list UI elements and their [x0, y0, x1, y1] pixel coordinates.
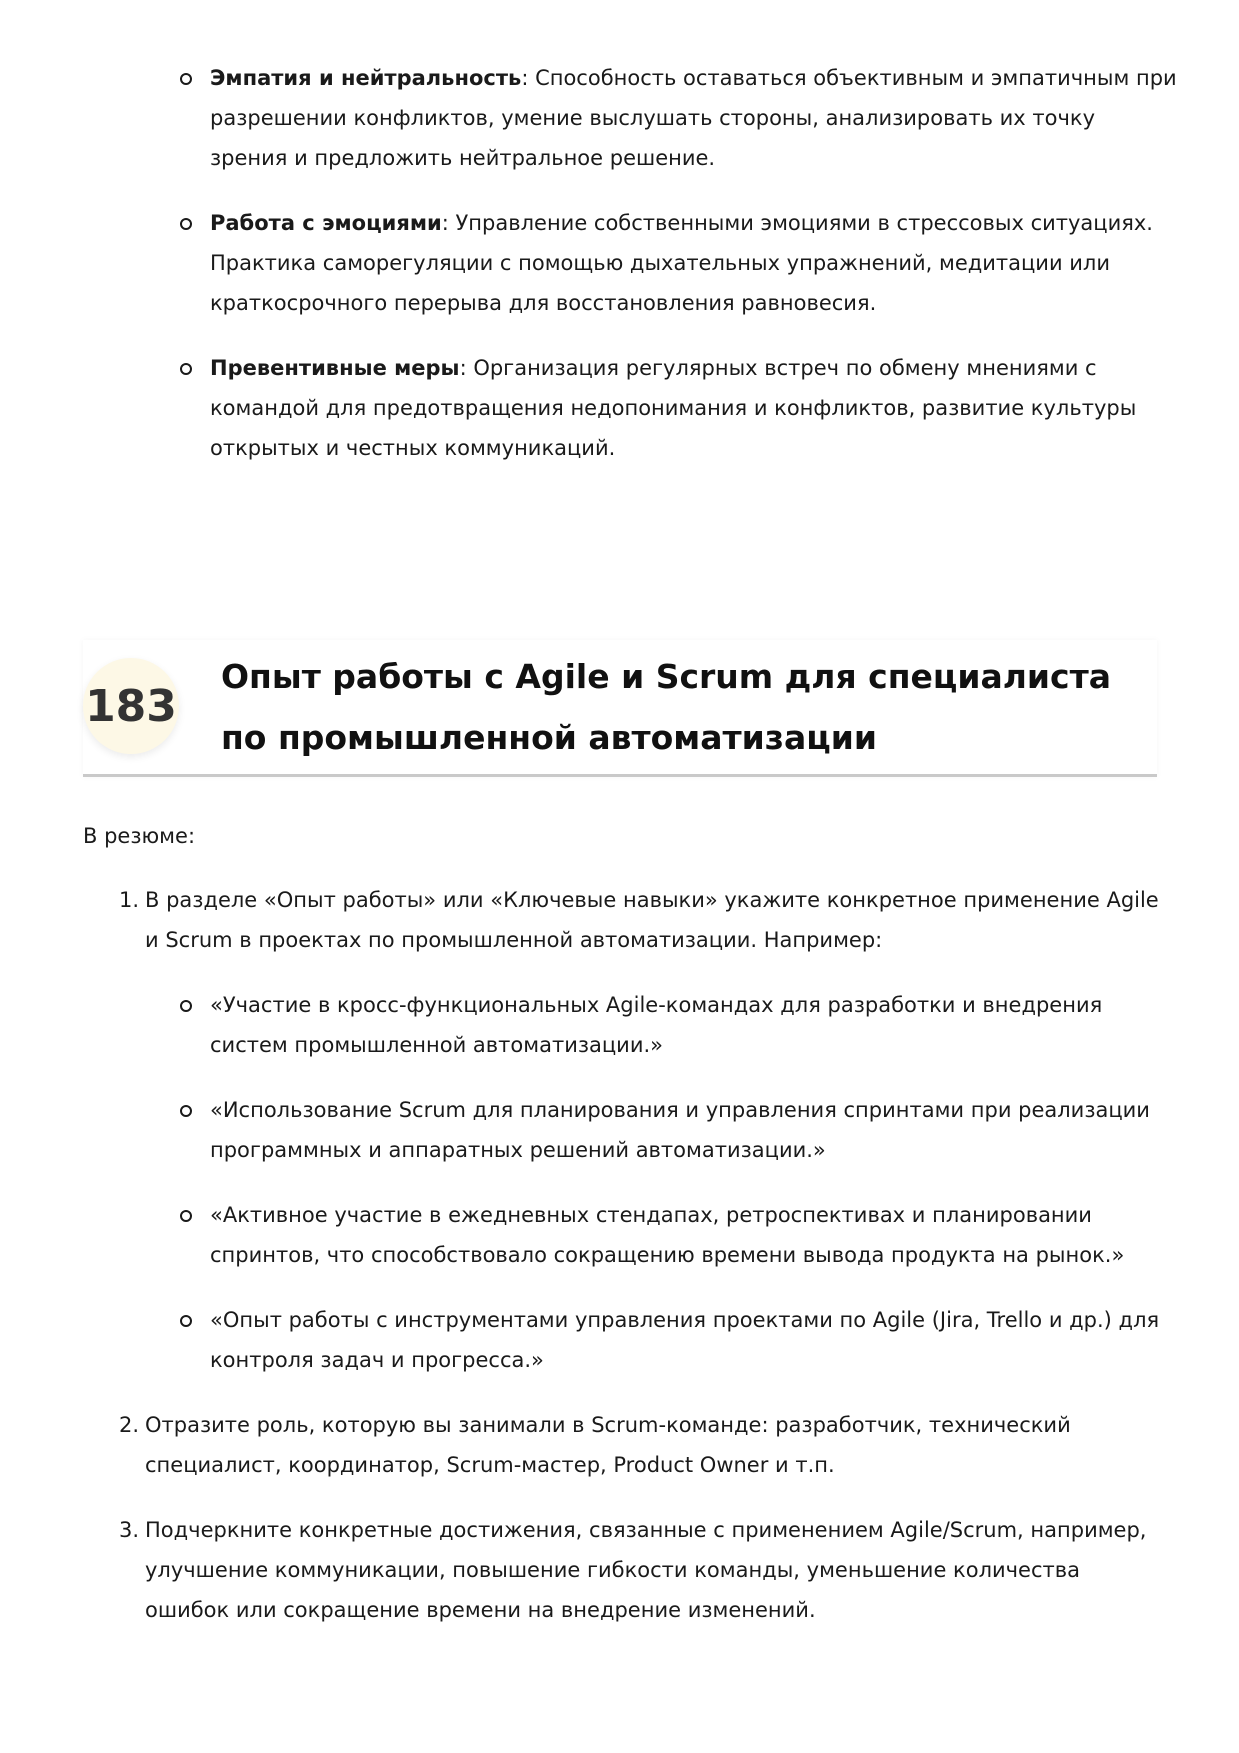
section-number-badge: 183 — [83, 658, 179, 754]
example-text: «Использование Scrum для планирования и управления спринтами при реализации программных и аппаратных решений автоматизации.» — [210, 1098, 1150, 1162]
section-header — [83, 640, 1157, 777]
hollow-circle-bullet-icon — [180, 1000, 192, 1012]
list-item — [178, 348, 1178, 468]
hollow-circle-bullet-icon — [180, 1210, 192, 1222]
list-item-term: Эмпатия и нейтральность — [210, 66, 522, 90]
hollow-circle-bullet-icon — [180, 73, 192, 85]
example-item — [178, 985, 1163, 1065]
list-item — [178, 203, 1178, 323]
list-item-text: : Способность оставаться объективным и эмпатичным при разрешении конфликтов, умение выслушать стороны, анализировать их точку зрения и предложить нейтральное решение. — [210, 66, 1177, 170]
example-list — [145, 985, 1163, 1380]
step-number: 2. — [119, 1413, 140, 1437]
top-bullet-list — [178, 58, 1178, 493]
step-text: В разделе «Опыт работы» или «Ключевые навыки» укажите конкретное применение Agile и Scrum в проектах по промышленной автоматизации. Например: — [145, 888, 1159, 952]
step-number: 1. — [119, 888, 140, 912]
numbered-step — [83, 1405, 1163, 1485]
example-item — [178, 1300, 1163, 1380]
hollow-circle-bullet-icon — [180, 1105, 192, 1117]
list-item-text: : Управление собственными эмоциями в стрессовых ситуациях. Практика саморегуляции с помощью дыхательных упражнений, медитации или краткосрочного перерыва для восстановления равновесия. — [210, 211, 1153, 315]
example-text: «Опыт работы с инструментами управления проектами по Agile (Jira, Trello и др.) для контроля задач и прогресса.» — [210, 1308, 1160, 1372]
section-title: Опыт работы с Agile и Scrum для специалиста по промышленной автоматизации — [221, 657, 1112, 757]
list-item-term: Работа с эмоциями — [210, 211, 442, 235]
list-item-text: : Организация регулярных встреч по обмену мнениями с командой для предотвращения недопонимания и конфликтов, развитие культуры открытых и честных коммуникаций. — [210, 356, 1137, 460]
example-text: «Активное участие в ежедневных стендапах, ретроспективах и планировании спринтов, что способствовало сокращению времени вывода продукта на рынок.» — [210, 1203, 1125, 1267]
hollow-circle-bullet-icon — [180, 218, 192, 230]
intro-text: В резюме: — [83, 824, 196, 848]
numbered-step — [83, 880, 1163, 1380]
numbered-step-list — [83, 880, 1163, 1655]
step-number: 3. — [119, 1518, 140, 1542]
step-text: Подчеркните конкретные достижения, связанные с применением Agile/Scrum, например, улучшение коммуникации, повышение гибкости команды, уменьшение количества ошибок или сокращение времени на внедрение изменений. — [145, 1518, 1147, 1622]
numbered-step — [83, 1510, 1163, 1630]
list-item — [178, 58, 1178, 178]
step-text: Отразите роль, которую вы занимали в Scrum-команде: разработчик, технический специалист, координатор, Scrum-мастер, Product Owner и т.п. — [145, 1413, 1071, 1477]
list-item-term: Превентивные меры — [210, 356, 460, 380]
example-item — [178, 1090, 1163, 1170]
example-item — [178, 1195, 1163, 1275]
hollow-circle-bullet-icon — [180, 363, 192, 375]
hollow-circle-bullet-icon — [180, 1315, 192, 1327]
example-text: «Участие в кросс-функциональных Agile-командах для разработки и внедрения систем промышленной автоматизации.» — [210, 993, 1103, 1057]
